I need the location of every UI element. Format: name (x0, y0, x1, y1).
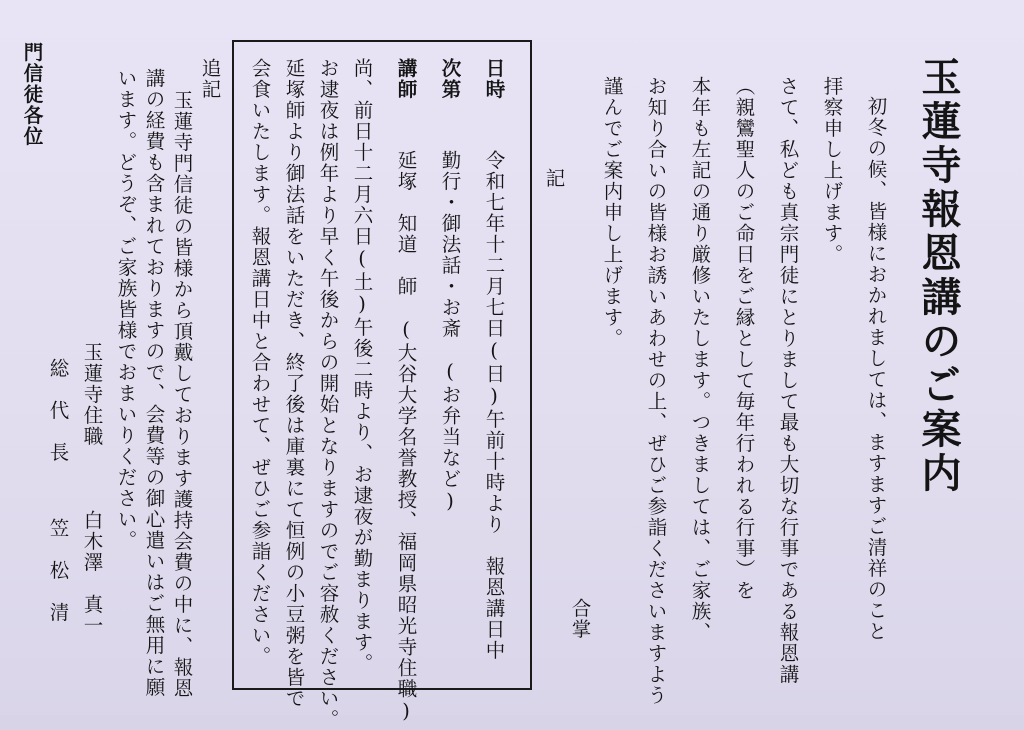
greeting-line-1: 初冬の候、皆様におかれましては、ますますご清祥のこと (864, 96, 888, 642)
body-line-4: お知り合いの皆様お誘いあわせの上、ぜひご参詣くださいますよう (644, 76, 668, 706)
date-value: 令和七年十二月七日(日)午前十時より 報恩講日中 (482, 150, 506, 661)
postscript-line-3: います。どうぞ、ご家族皆様でおまいりください。 (114, 68, 138, 551)
postscript-line-2: 講の経費も含まれておりますので、会費等の御心遣いはご無用に願 (142, 68, 166, 698)
signature-title-representative: 総 代 長 (46, 358, 70, 463)
note-line-3: 延塚師より御法話をいただき、終了後は庫裏にて恒例の小豆粥を皆で (282, 58, 306, 709)
postscript-line-1: 玉蓮寺門信徒の皆様から頂戴しております護持会費の中に、報恩 (170, 90, 194, 699)
body-line-2: （親鸞聖人のご命日をご縁として毎年行われる行事）を (732, 76, 756, 601)
greeting-line-2: 拝察申し上げます。 (820, 76, 844, 265)
addressee: 門信徒各位 (20, 42, 44, 147)
signature-name-representative: 笠 松 清 (46, 518, 70, 623)
postscript-label: 追記 (198, 58, 222, 100)
page-title: 玉蓮寺報恩講のご案内 (915, 56, 962, 496)
closing-gassho: 合掌 (568, 598, 592, 640)
lecturer-label: 講師 (394, 58, 418, 100)
signature-title-priest: 玉蓮寺住職 (80, 342, 104, 447)
body-line-3: 本年も左記の通り厳修いたします。つきましては、ご家族、 (688, 76, 712, 643)
note-line-2: お逮夜は例年より早く午後からの開始となりますのでご容赦ください。 (316, 58, 340, 730)
note-line-1: 尚、前日十二月六日(土)午後二時より、お逮夜が勤まります。 (350, 58, 374, 674)
lecturer-value: 延塚 知道 師 (大谷大学名誉教授、福岡県昭光寺住職) (394, 150, 418, 724)
ki-label: 記 (542, 168, 566, 189)
body-line-1: さて、私ども真宗門徒にとりまして最も大切な行事である報恩講 (776, 76, 800, 685)
date-label: 日時 (482, 58, 506, 100)
program-label: 次第 (438, 58, 462, 100)
body-line-5: 謹んでご案内申し上げます。 (600, 76, 624, 349)
signature-name-priest: 白木澤 真一 (80, 510, 104, 636)
note-line-4: 会食いたします。報恩講日中と合わせて、ぜひご参詣ください。 (248, 58, 272, 667)
program-value: 勤行・御法話・お斎 (お弁当など) (438, 150, 462, 514)
